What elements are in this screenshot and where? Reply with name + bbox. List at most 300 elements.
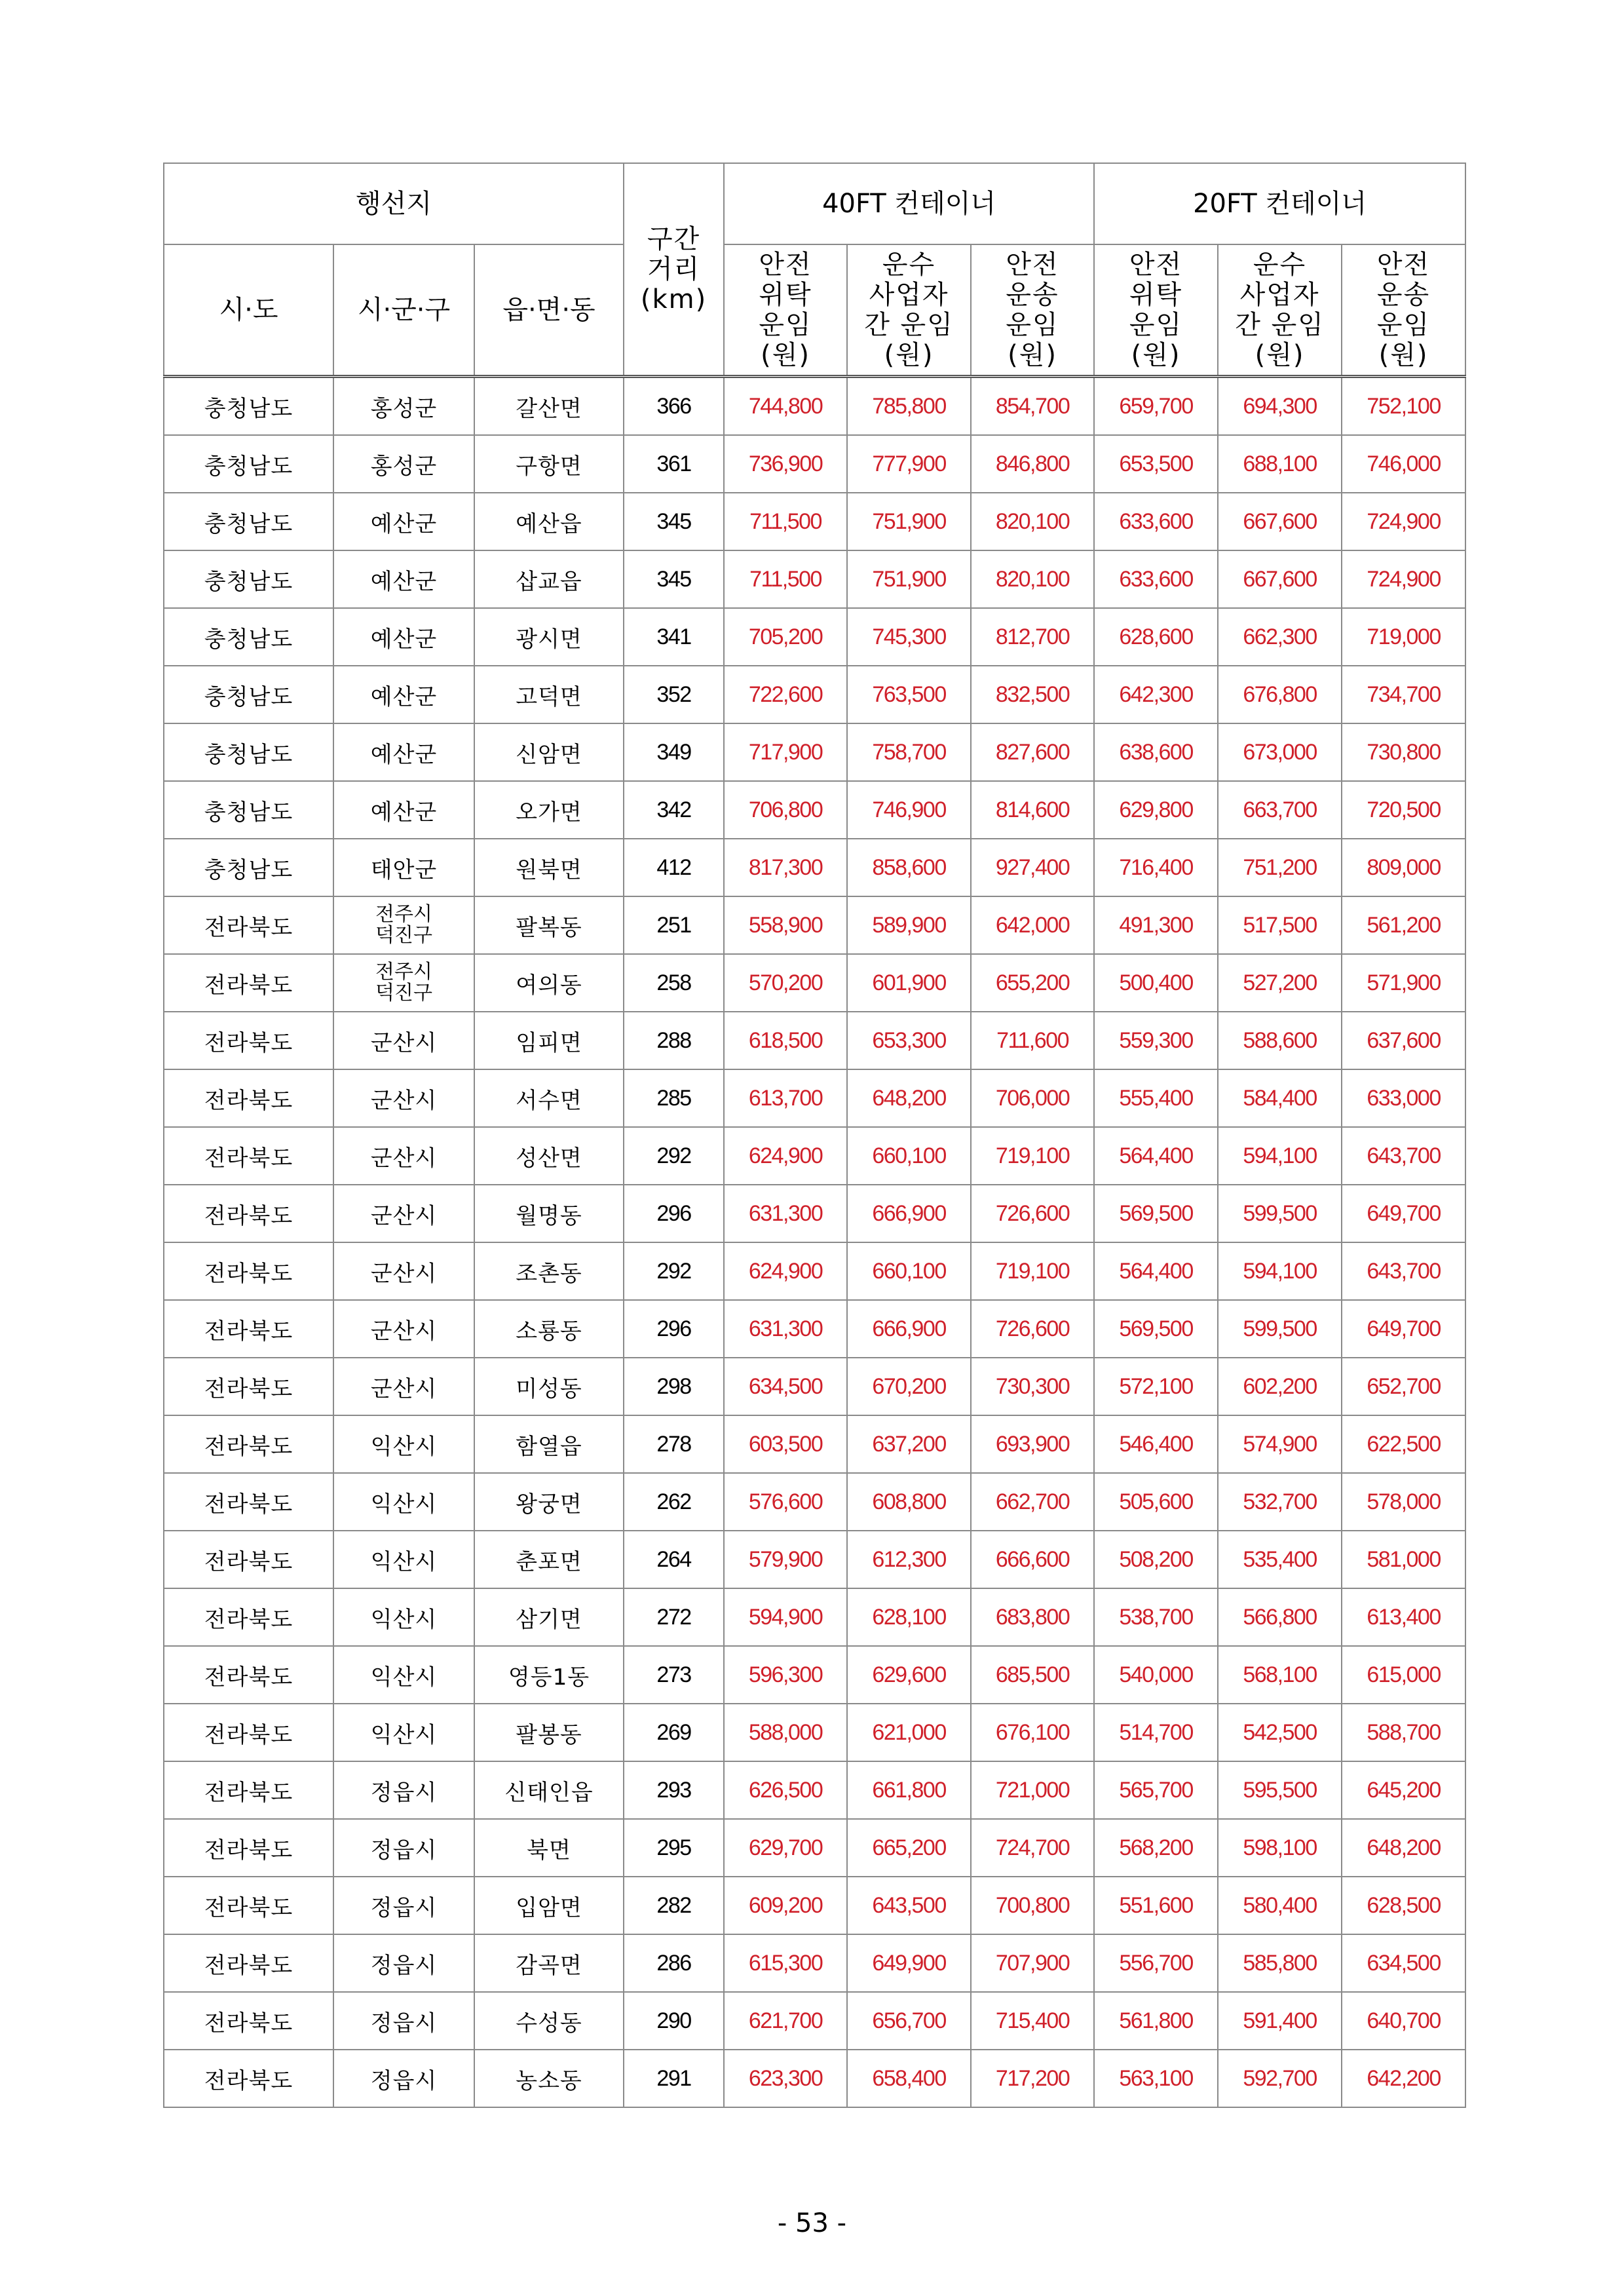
sigungu-cell: 군산시 <box>333 1185 474 1242</box>
sido-cell: 충청남도 <box>164 550 333 608</box>
fare-40ft-trust-cell: 588,000 <box>724 1704 847 1761</box>
table-row <box>164 1934 1465 1992</box>
fare-40ft-carrier-cell: 660,100 <box>847 1127 971 1185</box>
page-number: - 53 - <box>777 2208 847 2238</box>
fare-20ft-transport-cell: 633,000 <box>1342 1069 1465 1127</box>
fare-40ft-carrier-cell: 858,600 <box>847 839 971 896</box>
table-row <box>164 1012 1465 1069</box>
table-row <box>164 550 1465 608</box>
eupmyeondong-cell: 입암면 <box>474 1877 624 1934</box>
distance-cell: 295 <box>624 1819 724 1877</box>
distance-cell: 278 <box>624 1415 724 1473</box>
distance-cell: 298 <box>624 1358 724 1415</box>
distance-cell: 273 <box>624 1646 724 1704</box>
fare-20ft-trust-cell: 563,100 <box>1094 2050 1218 2107</box>
table-row <box>164 1992 1465 2050</box>
fare-20ft-trust-cell: 642,300 <box>1094 666 1218 723</box>
fare-40ft-trust-cell: 615,300 <box>724 1934 847 1992</box>
fare-20ft-trust-cell: 629,800 <box>1094 781 1218 839</box>
distance-cell: 282 <box>624 1877 724 1934</box>
eupmyeondong-cell: 신태인읍 <box>474 1761 624 1819</box>
table-row <box>164 1761 1465 1819</box>
eupmyeondong-cell: 함열읍 <box>474 1415 624 1473</box>
sido-cell: 전라북도 <box>164 1473 333 1531</box>
sigungu-cell: 정읍시 <box>333 1934 474 1992</box>
table-row <box>164 377 1465 436</box>
fare-20ft-carrier-cell: 673,000 <box>1218 723 1342 781</box>
fare-20ft-transport-cell: 724,900 <box>1342 493 1465 550</box>
fare-20ft-trust-cell: 561,800 <box>1094 1992 1218 2050</box>
table-row <box>164 839 1465 896</box>
table-row <box>164 1877 1465 1934</box>
fare-20ft-trust-cell: 633,600 <box>1094 550 1218 608</box>
fare-20ft-carrier-cell: 598,100 <box>1218 1819 1342 1877</box>
fare-20ft-transport-cell: 588,700 <box>1342 1704 1465 1761</box>
table-row <box>164 1415 1465 1473</box>
fare-20ft-transport-cell: 734,700 <box>1342 666 1465 723</box>
distance-cell: 272 <box>624 1588 724 1646</box>
fare-40ft-trust-cell: 744,800 <box>724 377 847 436</box>
container-40ft-header: 40FT 컨테이너 <box>724 163 1094 244</box>
fare-20ft-trust-cell: 569,500 <box>1094 1300 1218 1358</box>
fare-40ft-carrier-cell: 656,700 <box>847 1992 971 2050</box>
fare-20ft-trust-cell: 538,700 <box>1094 1588 1218 1646</box>
distance-cell: 290 <box>624 1992 724 2050</box>
fare-40ft-trust-cell: 736,900 <box>724 435 847 493</box>
fare-20ft-trust-cell: 633,600 <box>1094 493 1218 550</box>
fare-20ft-trust-cell: 716,400 <box>1094 839 1218 896</box>
fare-40ft-carrier-cell: 601,900 <box>847 954 971 1012</box>
fare-20ft-carrier-cell: 663,700 <box>1218 781 1342 839</box>
col-20ft-safety-transport-fare: 안전 운송 운임 (원) <box>1342 244 1465 377</box>
sigungu-cell: 군산시 <box>333 1012 474 1069</box>
fare-40ft-trust-cell: 711,500 <box>724 550 847 608</box>
sido-cell: 전라북도 <box>164 1127 333 1185</box>
fare-40ft-transport-cell: 820,100 <box>971 550 1094 608</box>
fare-40ft-transport-cell: 812,700 <box>971 608 1094 666</box>
fare-20ft-trust-cell: 572,100 <box>1094 1358 1218 1415</box>
sigungu-cell: 정읍시 <box>333 1992 474 2050</box>
fare-40ft-transport-cell: 655,200 <box>971 954 1094 1012</box>
sido-cell: 충청남도 <box>164 839 333 896</box>
fare-20ft-transport-cell: 746,000 <box>1342 435 1465 493</box>
fare-20ft-transport-cell: 615,000 <box>1342 1646 1465 1704</box>
sigungu-cell: 익산시 <box>333 1473 474 1531</box>
sigungu-cell: 군산시 <box>333 1242 474 1300</box>
fare-20ft-transport-cell: 642,200 <box>1342 2050 1465 2107</box>
eupmyeondong-cell: 삽교읍 <box>474 550 624 608</box>
fare-20ft-trust-cell: 491,300 <box>1094 896 1218 954</box>
sido-cell: 전라북도 <box>164 1877 333 1934</box>
fare-20ft-carrier-cell: 517,500 <box>1218 896 1342 954</box>
fare-20ft-trust-cell: 565,700 <box>1094 1761 1218 1819</box>
sigungu-cell: 홍성군 <box>333 435 474 493</box>
distance-cell: 345 <box>624 493 724 550</box>
table-row <box>164 781 1465 839</box>
destination-header: 행선지 <box>164 163 624 244</box>
fare-40ft-trust-cell: 603,500 <box>724 1415 847 1473</box>
sido-cell: 전라북도 <box>164 1012 333 1069</box>
table-row <box>164 1185 1465 1242</box>
fare-20ft-trust-cell: 555,400 <box>1094 1069 1218 1127</box>
eupmyeondong-cell: 고덕면 <box>474 666 624 723</box>
table-row <box>164 1127 1465 1185</box>
sigungu-cell: 군산시 <box>333 1127 474 1185</box>
fare-20ft-trust-cell: 514,700 <box>1094 1704 1218 1761</box>
fare-20ft-trust-cell: 556,700 <box>1094 1934 1218 1992</box>
eupmyeondong-cell: 수성동 <box>474 1992 624 2050</box>
fare-40ft-trust-cell: 594,900 <box>724 1588 847 1646</box>
fare-40ft-trust-cell: 817,300 <box>724 839 847 896</box>
fare-40ft-carrier-cell: 777,900 <box>847 435 971 493</box>
distance-cell: 258 <box>624 954 724 1012</box>
distance-cell: 269 <box>624 1704 724 1761</box>
fare-20ft-transport-cell: 640,700 <box>1342 1992 1465 2050</box>
table-body <box>164 377 1465 2108</box>
sido-cell: 충청남도 <box>164 608 333 666</box>
fare-20ft-trust-cell: 638,600 <box>1094 723 1218 781</box>
fare-40ft-trust-cell: 579,900 <box>724 1531 847 1588</box>
fare-40ft-trust-cell: 629,700 <box>724 1819 847 1877</box>
fare-40ft-carrier-cell: 666,900 <box>847 1300 971 1358</box>
fare-40ft-trust-cell: 631,300 <box>724 1185 847 1242</box>
fare-20ft-carrier-cell: 599,500 <box>1218 1300 1342 1358</box>
table-row <box>164 1819 1465 1877</box>
fare-20ft-trust-cell: 569,500 <box>1094 1185 1218 1242</box>
fare-20ft-trust-cell: 505,600 <box>1094 1473 1218 1531</box>
col-40ft-safety-trust-fare: 안전 위탁 운임 (원) <box>724 244 847 377</box>
sigungu-cell: 전주시 덕진구 <box>333 954 474 1012</box>
fare-20ft-carrier-cell: 688,100 <box>1218 435 1342 493</box>
distance-cell: 296 <box>624 1185 724 1242</box>
fare-20ft-transport-cell: 649,700 <box>1342 1185 1465 1242</box>
sido-cell: 전라북도 <box>164 1646 333 1704</box>
fare-40ft-trust-cell: 576,600 <box>724 1473 847 1531</box>
sido-cell: 충청남도 <box>164 493 333 550</box>
table-row <box>164 1358 1465 1415</box>
col-20ft-safety-trust-fare: 안전 위탁 운임 (원) <box>1094 244 1218 377</box>
fare-40ft-transport-cell: 724,700 <box>971 1819 1094 1877</box>
sido-cell: 전라북도 <box>164 1415 333 1473</box>
sigungu-cell: 익산시 <box>333 1588 474 1646</box>
sido-cell: 전라북도 <box>164 1069 333 1127</box>
fare-40ft-transport-cell: 662,700 <box>971 1473 1094 1531</box>
fare-20ft-transport-cell: 809,000 <box>1342 839 1465 896</box>
eupmyeondong-cell: 원북면 <box>474 839 624 896</box>
eupmyeondong-cell: 오가면 <box>474 781 624 839</box>
sido-cell: 전라북도 <box>164 1704 333 1761</box>
fare-40ft-carrier-cell: 751,900 <box>847 550 971 608</box>
eupmyeondong-cell: 구항면 <box>474 435 624 493</box>
fare-40ft-carrier-cell: 785,800 <box>847 377 971 436</box>
distance-cell: 292 <box>624 1242 724 1300</box>
fare-40ft-carrier-cell: 660,100 <box>847 1242 971 1300</box>
eupmyeondong-cell: 팔봉동 <box>474 1704 624 1761</box>
fare-20ft-transport-cell: 720,500 <box>1342 781 1465 839</box>
col-40ft-carrier-fare: 운수 사업자 간 운임 (원) <box>847 244 971 377</box>
fare-20ft-carrier-cell: 527,200 <box>1218 954 1342 1012</box>
eupmyeondong-cell: 왕궁면 <box>474 1473 624 1531</box>
fare-40ft-trust-cell: 631,300 <box>724 1300 847 1358</box>
sigungu-cell: 군산시 <box>333 1358 474 1415</box>
fare-40ft-carrier-cell: 589,900 <box>847 896 971 954</box>
fare-40ft-trust-cell: 706,800 <box>724 781 847 839</box>
fare-20ft-carrier-cell: 594,100 <box>1218 1127 1342 1185</box>
fare-40ft-trust-cell: 717,900 <box>724 723 847 781</box>
table-row <box>164 1473 1465 1531</box>
fare-40ft-carrier-cell: 658,400 <box>847 2050 971 2107</box>
table-row <box>164 1646 1465 1704</box>
sigungu-cell: 익산시 <box>333 1415 474 1473</box>
sido-cell: 충청남도 <box>164 723 333 781</box>
fare-20ft-carrier-cell: 574,900 <box>1218 1415 1342 1473</box>
fare-40ft-transport-cell: 721,000 <box>971 1761 1094 1819</box>
eupmyeondong-cell: 북면 <box>474 1819 624 1877</box>
fare-20ft-trust-cell: 628,600 <box>1094 608 1218 666</box>
fare-20ft-transport-cell: 578,000 <box>1342 1473 1465 1531</box>
fare-40ft-transport-cell: 726,600 <box>971 1300 1094 1358</box>
fare-40ft-trust-cell: 558,900 <box>724 896 847 954</box>
table-row <box>164 493 1465 550</box>
eupmyeondong-cell: 예산읍 <box>474 493 624 550</box>
sido-cell: 전라북도 <box>164 954 333 1012</box>
fare-20ft-carrier-cell: 667,600 <box>1218 493 1342 550</box>
sigungu-cell: 예산군 <box>333 550 474 608</box>
fare-40ft-transport-cell: 685,500 <box>971 1646 1094 1704</box>
fare-20ft-carrier-cell: 542,500 <box>1218 1704 1342 1761</box>
fare-40ft-transport-cell: 706,000 <box>971 1069 1094 1127</box>
distance-cell: 291 <box>624 2050 724 2107</box>
table-row <box>164 666 1465 723</box>
table-row <box>164 1704 1465 1761</box>
sigungu-cell: 예산군 <box>333 493 474 550</box>
table-row <box>164 1300 1465 1358</box>
eupmyeondong-cell: 여의동 <box>474 954 624 1012</box>
fare-40ft-trust-cell: 634,500 <box>724 1358 847 1415</box>
distance-cell: 349 <box>624 723 724 781</box>
eupmyeondong-cell: 감곡면 <box>474 1934 624 1992</box>
distance-cell: 288 <box>624 1012 724 1069</box>
fare-40ft-carrier-cell: 661,800 <box>847 1761 971 1819</box>
fare-40ft-carrier-cell: 608,800 <box>847 1473 971 1531</box>
sigungu-cell: 정읍시 <box>333 1819 474 1877</box>
fare-20ft-trust-cell: 564,400 <box>1094 1242 1218 1300</box>
fare-20ft-carrier-cell: 591,400 <box>1218 1992 1342 2050</box>
fare-20ft-carrier-cell: 584,400 <box>1218 1069 1342 1127</box>
fare-40ft-transport-cell: 707,900 <box>971 1934 1094 1992</box>
sido-cell: 전라북도 <box>164 1934 333 1992</box>
fare-40ft-transport-cell: 717,200 <box>971 2050 1094 2107</box>
fare-40ft-trust-cell: 596,300 <box>724 1646 847 1704</box>
fare-40ft-carrier-cell: 666,900 <box>847 1185 971 1242</box>
sido-cell: 충청남도 <box>164 666 333 723</box>
fare-40ft-carrier-cell: 745,300 <box>847 608 971 666</box>
distance-cell: 341 <box>624 608 724 666</box>
sido-cell: 전라북도 <box>164 1992 333 2050</box>
fare-20ft-carrier-cell: 595,500 <box>1218 1761 1342 1819</box>
fare-20ft-carrier-cell: 585,800 <box>1218 1934 1342 1992</box>
fare-40ft-carrier-cell: 621,000 <box>847 1704 971 1761</box>
eupmyeondong-cell: 삼기면 <box>474 1588 624 1646</box>
fare-20ft-transport-cell: 652,700 <box>1342 1358 1465 1415</box>
distance-cell: 264 <box>624 1531 724 1588</box>
distance-cell: 251 <box>624 896 724 954</box>
fare-40ft-transport-cell: 827,600 <box>971 723 1094 781</box>
fare-40ft-carrier-cell: 612,300 <box>847 1531 971 1588</box>
fare-20ft-transport-cell: 719,000 <box>1342 608 1465 666</box>
fare-20ft-transport-cell: 643,700 <box>1342 1127 1465 1185</box>
fare-40ft-trust-cell: 618,500 <box>724 1012 847 1069</box>
sido-cell: 전라북도 <box>164 1185 333 1242</box>
header-row-2 <box>164 244 1465 377</box>
fare-20ft-transport-cell: 649,700 <box>1342 1300 1465 1358</box>
sigungu-cell: 군산시 <box>333 1300 474 1358</box>
fare-20ft-carrier-cell: 568,100 <box>1218 1646 1342 1704</box>
fare-20ft-transport-cell: 645,200 <box>1342 1761 1465 1819</box>
eupmyeondong-cell: 조촌동 <box>474 1242 624 1300</box>
fare-40ft-transport-cell: 814,600 <box>971 781 1094 839</box>
fare-40ft-trust-cell: 613,700 <box>724 1069 847 1127</box>
eupmyeondong-cell: 성산면 <box>474 1127 624 1185</box>
fare-20ft-transport-cell: 637,600 <box>1342 1012 1465 1069</box>
fare-40ft-trust-cell: 624,900 <box>724 1242 847 1300</box>
fare-20ft-carrier-cell: 532,700 <box>1218 1473 1342 1531</box>
sido-cell: 전라북도 <box>164 1242 333 1300</box>
fare-20ft-trust-cell: 551,600 <box>1094 1877 1218 1934</box>
fare-40ft-carrier-cell: 665,200 <box>847 1819 971 1877</box>
fare-20ft-carrier-cell: 592,700 <box>1218 2050 1342 2107</box>
distance-cell: 412 <box>624 839 724 896</box>
sigungu-cell: 군산시 <box>333 1069 474 1127</box>
distance-cell: 293 <box>624 1761 724 1819</box>
sigungu-cell: 익산시 <box>333 1531 474 1588</box>
table-row <box>164 2050 1465 2107</box>
fare-20ft-transport-cell: 724,900 <box>1342 550 1465 608</box>
sido-cell: 전라북도 <box>164 1819 333 1877</box>
sigungu-cell: 태안군 <box>333 839 474 896</box>
fare-20ft-transport-cell: 752,100 <box>1342 377 1465 436</box>
sido-cell: 전라북도 <box>164 1588 333 1646</box>
fare-40ft-carrier-cell: 628,100 <box>847 1588 971 1646</box>
fare-20ft-trust-cell: 568,200 <box>1094 1819 1218 1877</box>
fare-20ft-carrier-cell: 580,400 <box>1218 1877 1342 1934</box>
fare-20ft-carrier-cell: 602,200 <box>1218 1358 1342 1415</box>
distance-cell: 366 <box>624 377 724 436</box>
eupmyeondong-header: 읍·면·동 <box>474 244 624 377</box>
sigungu-cell: 예산군 <box>333 781 474 839</box>
table-row <box>164 1242 1465 1300</box>
distance-cell: 345 <box>624 550 724 608</box>
col-20ft-carrier-fare: 운수 사업자 간 운임 (원) <box>1218 244 1342 377</box>
distance-cell: 285 <box>624 1069 724 1127</box>
sigungu-cell: 정읍시 <box>333 1761 474 1819</box>
fare-40ft-transport-cell: 683,800 <box>971 1588 1094 1646</box>
fare-20ft-carrier-cell: 594,100 <box>1218 1242 1342 1300</box>
sido-cell: 전라북도 <box>164 1300 333 1358</box>
distance-cell: 292 <box>624 1127 724 1185</box>
eupmyeondong-cell: 임피면 <box>474 1012 624 1069</box>
fare-40ft-carrier-cell: 643,500 <box>847 1877 971 1934</box>
fare-20ft-trust-cell: 559,300 <box>1094 1012 1218 1069</box>
header-row-1 <box>164 163 1465 244</box>
fare-40ft-trust-cell: 626,500 <box>724 1761 847 1819</box>
fare-40ft-trust-cell: 570,200 <box>724 954 847 1012</box>
eupmyeondong-cell: 갈산면 <box>474 377 624 436</box>
fare-20ft-transport-cell: 613,400 <box>1342 1588 1465 1646</box>
fare-20ft-carrier-cell: 676,800 <box>1218 666 1342 723</box>
distance-cell: 342 <box>624 781 724 839</box>
fare-20ft-carrier-cell: 751,200 <box>1218 839 1342 896</box>
sigungu-header: 시·군·구 <box>333 244 474 377</box>
distance-cell: 262 <box>624 1473 724 1531</box>
fare-40ft-trust-cell: 624,900 <box>724 1127 847 1185</box>
table-header <box>164 163 1465 377</box>
container-20ft-header: 20FT 컨테이너 <box>1094 163 1465 244</box>
eupmyeondong-cell: 광시면 <box>474 608 624 666</box>
sido-cell: 전라북도 <box>164 2050 333 2107</box>
distance-header: 구간 거리 (km) <box>624 163 724 377</box>
fare-40ft-carrier-cell: 649,900 <box>847 1934 971 1992</box>
fare-40ft-transport-cell: 715,400 <box>971 1992 1094 2050</box>
fare-40ft-carrier-cell: 653,300 <box>847 1012 971 1069</box>
fare-40ft-transport-cell: 730,300 <box>971 1358 1094 1415</box>
col-40ft-safety-transport-fare: 안전 운송 운임 (원) <box>971 244 1094 377</box>
sido-header: 시·도 <box>164 244 333 377</box>
eupmyeondong-cell: 미성동 <box>474 1358 624 1415</box>
fare-40ft-carrier-cell: 751,900 <box>847 493 971 550</box>
fare-20ft-trust-cell: 653,500 <box>1094 435 1218 493</box>
fare-20ft-transport-cell: 561,200 <box>1342 896 1465 954</box>
fare-40ft-transport-cell: 693,900 <box>971 1415 1094 1473</box>
fare-20ft-transport-cell: 634,500 <box>1342 1934 1465 1992</box>
fare-20ft-transport-cell: 628,500 <box>1342 1877 1465 1934</box>
table-row <box>164 1531 1465 1588</box>
table-row <box>164 435 1465 493</box>
fare-40ft-trust-cell: 609,200 <box>724 1877 847 1934</box>
fare-40ft-transport-cell: 700,800 <box>971 1877 1094 1934</box>
fare-40ft-transport-cell: 719,100 <box>971 1242 1094 1300</box>
fare-20ft-transport-cell: 643,700 <box>1342 1242 1465 1300</box>
eupmyeondong-cell: 월명동 <box>474 1185 624 1242</box>
fare-20ft-transport-cell: 581,000 <box>1342 1531 1465 1588</box>
fare-40ft-trust-cell: 711,500 <box>724 493 847 550</box>
fare-20ft-trust-cell: 546,400 <box>1094 1415 1218 1473</box>
sido-cell: 충청남도 <box>164 435 333 493</box>
sido-cell: 충청남도 <box>164 781 333 839</box>
eupmyeondong-cell: 춘포면 <box>474 1531 624 1588</box>
table-row <box>164 954 1465 1012</box>
sido-cell: 전라북도 <box>164 1358 333 1415</box>
sigungu-cell: 예산군 <box>333 666 474 723</box>
table-row <box>164 896 1465 954</box>
fare-20ft-carrier-cell: 667,600 <box>1218 550 1342 608</box>
fare-40ft-transport-cell: 820,100 <box>971 493 1094 550</box>
fare-40ft-transport-cell: 711,600 <box>971 1012 1094 1069</box>
fare-20ft-carrier-cell: 599,500 <box>1218 1185 1342 1242</box>
fare-40ft-transport-cell: 927,400 <box>971 839 1094 896</box>
sido-cell: 충청남도 <box>164 377 333 436</box>
distance-cell: 361 <box>624 435 724 493</box>
eupmyeondong-cell: 팔복동 <box>474 896 624 954</box>
sigungu-cell: 홍성군 <box>333 377 474 436</box>
fare-40ft-transport-cell: 676,100 <box>971 1704 1094 1761</box>
sigungu-cell: 예산군 <box>333 723 474 781</box>
sigungu-cell: 전주시 덕진구 <box>333 896 474 954</box>
distance-cell: 286 <box>624 1934 724 1992</box>
fare-20ft-carrier-cell: 588,600 <box>1218 1012 1342 1069</box>
table-row <box>164 1588 1465 1646</box>
fare-40ft-transport-cell: 726,600 <box>971 1185 1094 1242</box>
